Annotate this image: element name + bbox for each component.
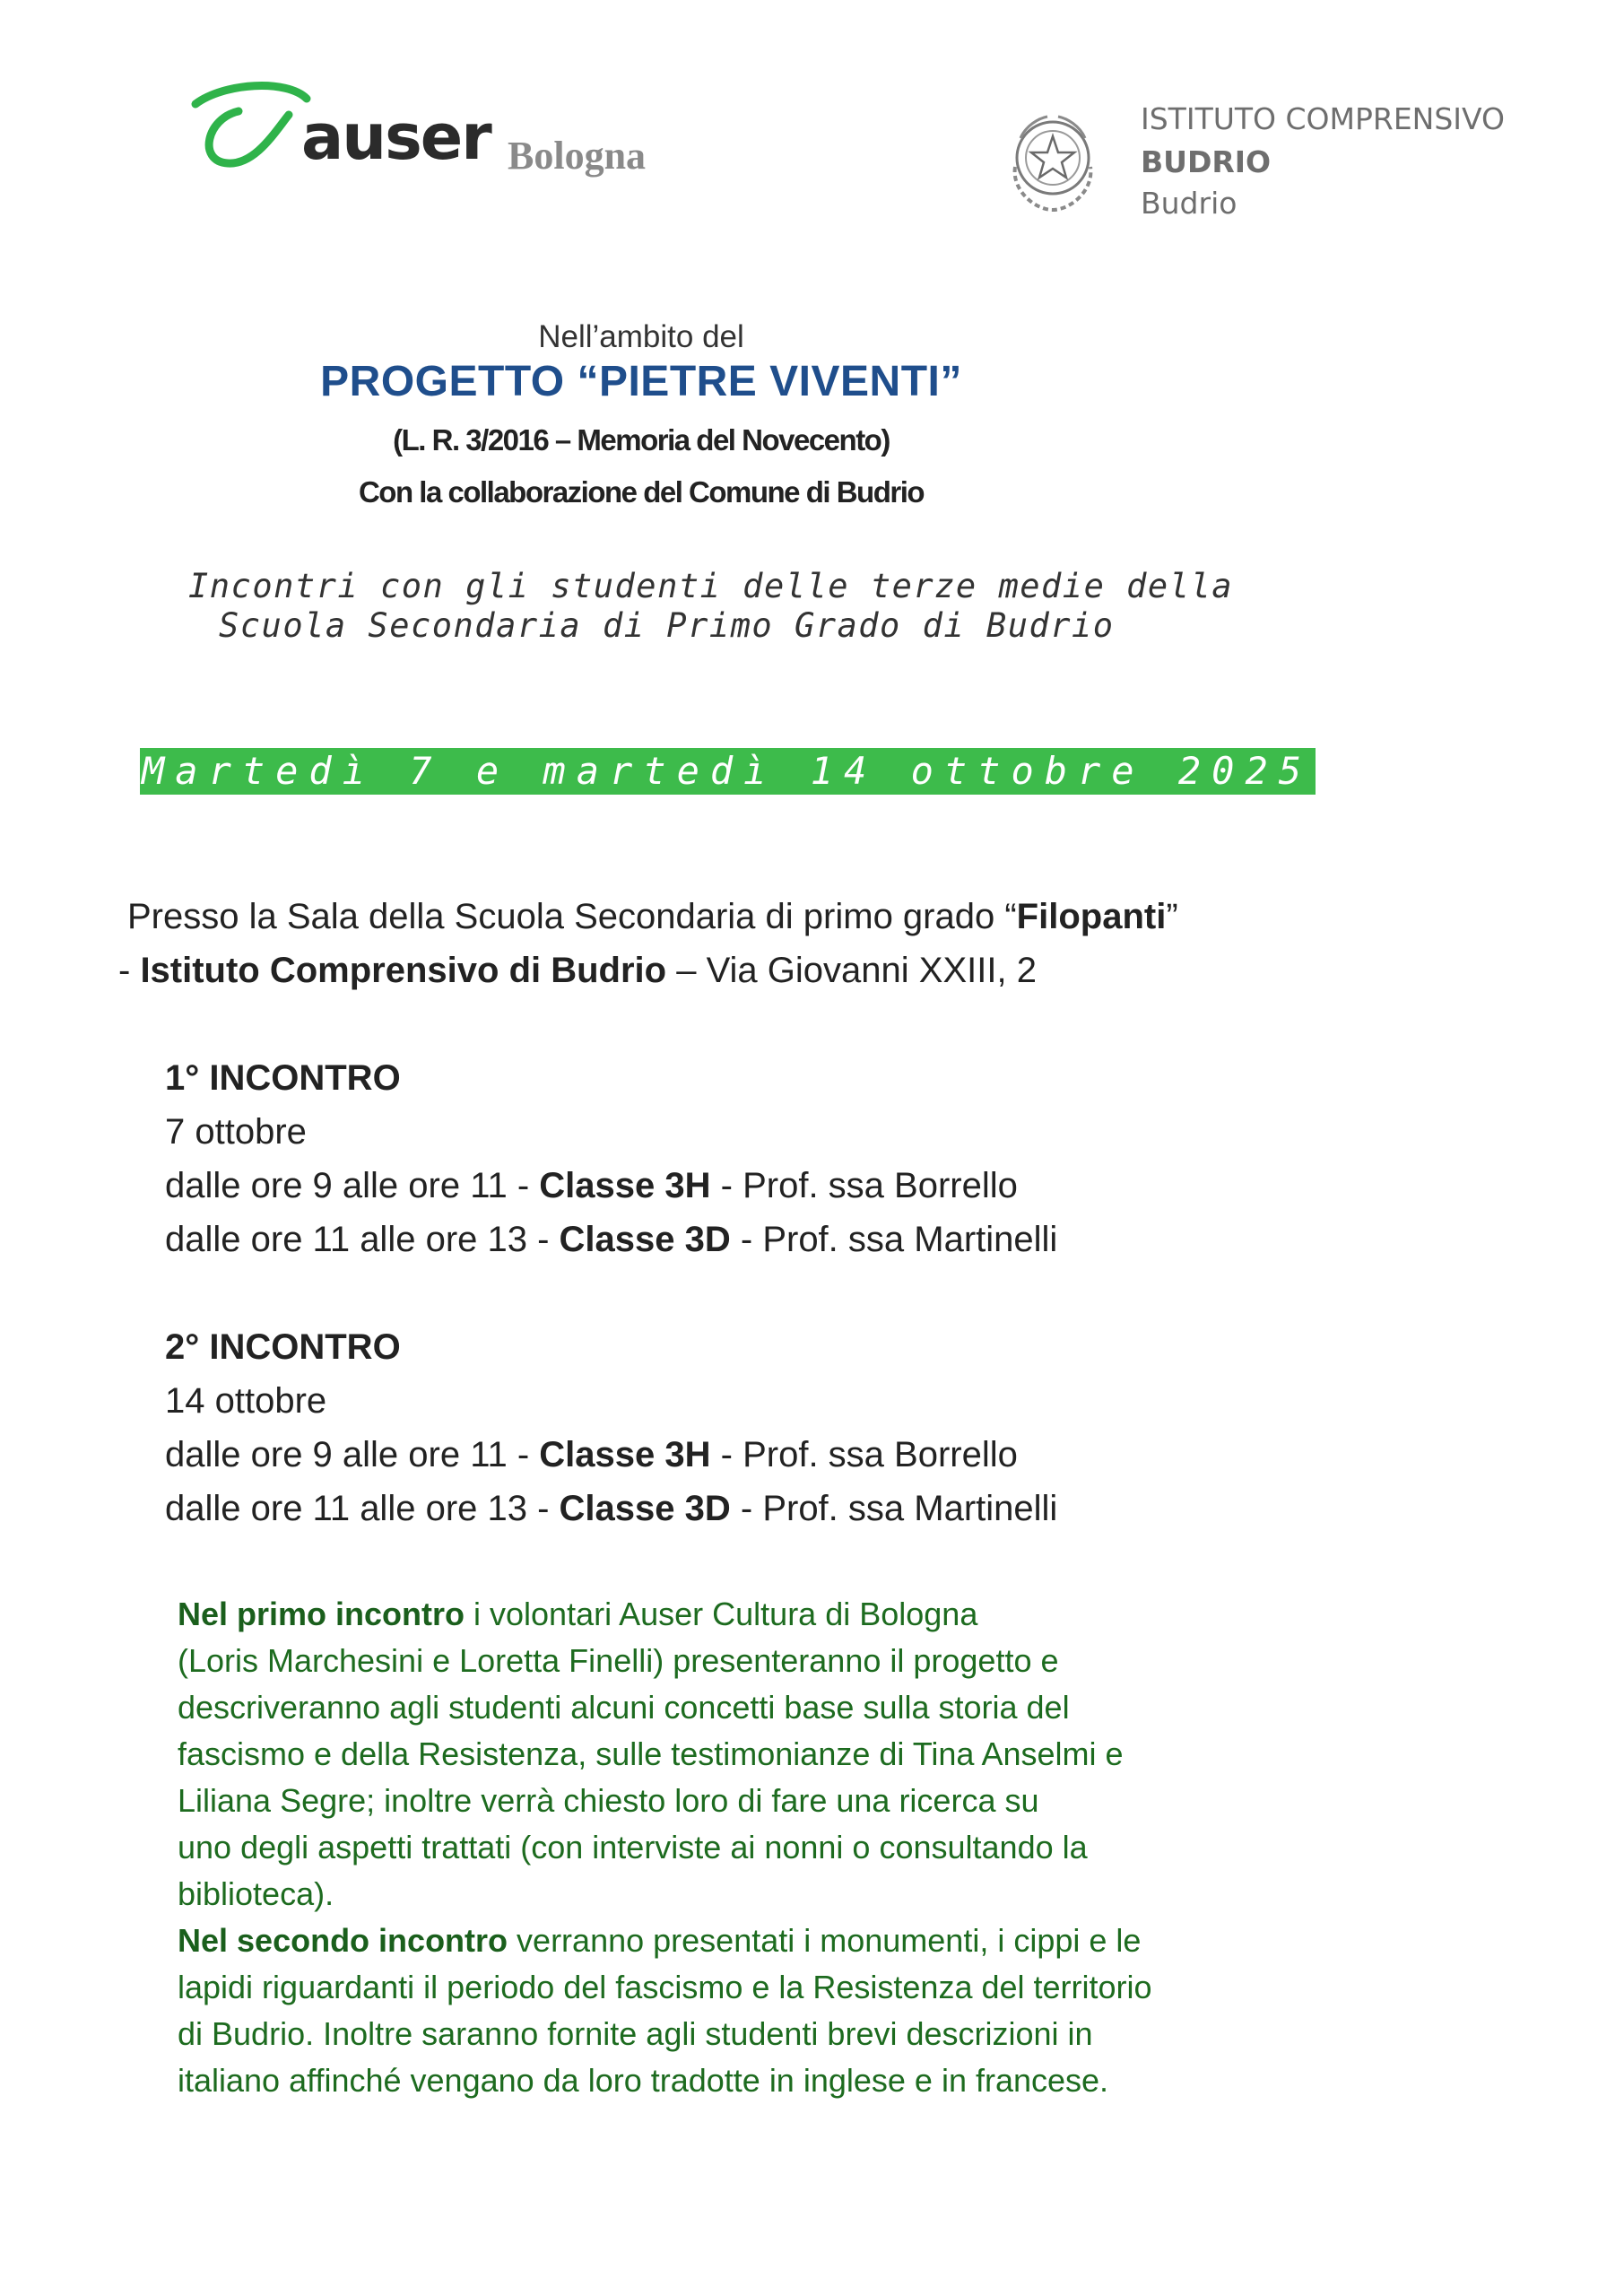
date-banner: Martedì 7 e martedì 14 ottobre 2025 <box>140 748 1316 795</box>
description-p1-line3: descriveranno agli studenti alcuni concetti base sulla storia del <box>178 1689 1070 1726</box>
collaboration-line: Con la collaborazione del Comune di Budrio <box>358 475 925 509</box>
description-p1-line4: fascismo e della Resistenza, sulle testimonianze di Tina Anselmi e <box>178 1735 1124 1772</box>
meeting-2-title: 2° INCONTRO <box>165 1327 401 1367</box>
description-p1-line5: Liliana Segre; inoltre verrà chiesto loro di fare una ricerca su <box>178 1782 1039 1819</box>
auser-logo-text: auser <box>301 100 491 174</box>
description-p2-line4: italiano affinché vengano da loro tradotte in inglese e in francese. <box>178 2062 1109 2099</box>
description-p1-line6: uno degli aspetti trattati (con interviste ai nonni o consultando la <box>178 1829 1088 1866</box>
description-p1-line1: Nel primo incontro i volontari Auser Cultura di Bologna <box>178 1596 978 1632</box>
school-name-line3: Budrio <box>1141 186 1238 221</box>
venue-line1: Presso la Sala della Scuola Secondaria di primo grado “Filopanti” <box>127 897 1178 936</box>
auser-swoosh-icon <box>188 79 314 178</box>
project-title: PROGETTO “PIETRE VIVENTI” <box>320 358 962 405</box>
meeting-2-session-1: dalle ore 9 alle ore 11 - Classe 3H - Prof. ssa Borrello <box>165 1435 1018 1474</box>
description-p1-line2: (Loris Marchesini e Loretta Finelli) presenteranno il progetto e <box>178 1642 1059 1679</box>
venue-school-name: Filopanti <box>1016 897 1167 936</box>
intro-prefix: Nell’ambito del <box>538 319 744 354</box>
italian-republic-seal-icon <box>1003 104 1103 217</box>
description-p1-line7: biblioteca). <box>178 1875 334 1912</box>
meeting-1-session-2: dalle ore 11 alle ore 13 - Classe 3D - Prof. ssa Martinelli <box>165 1220 1058 1259</box>
description-p2-line2: lapidi riguardanti il periodo del fascismo e la Resistenza del territorio <box>178 1969 1152 2005</box>
school-name-line2: BUDRIO <box>1141 144 1272 179</box>
venue-institute-name: Istituto Comprensivo di Budrio <box>140 951 667 990</box>
meeting-2-date: 14 ottobre <box>165 1381 327 1421</box>
auser-city-label: Bologna <box>508 134 647 178</box>
law-reference: (L. R. 3/2016 – Memoria del Novecento) <box>393 423 890 457</box>
meeting-1-title: 1° INCONTRO <box>165 1058 401 1098</box>
meeting-2-session-2: dalle ore 11 alle ore 13 - Classe 3D - Prof. ssa Martinelli <box>165 1489 1058 1528</box>
meetings-subtitle-line2: Scuola Secondaria di Primo Grado di Budrio <box>219 606 1115 645</box>
meeting-1-date: 7 ottobre <box>165 1112 307 1152</box>
description-p2-line3: di Budrio. Inoltre saranno fornite agli studenti brevi descrizioni in <box>178 2015 1093 2052</box>
school-name-line1: ISTITUTO COMPRENSIVO <box>1141 101 1506 136</box>
venue-line2: - Istituto Comprensivo di Budrio – Via Giovanni XXIII, 2 <box>118 951 1037 990</box>
meetings-subtitle-line1: Incontri con gli studenti delle terze medie della <box>188 567 1234 605</box>
meeting-1-session-1: dalle ore 9 alle ore 11 - Classe 3H - Prof. ssa Borrello <box>165 1166 1018 1205</box>
description-p2-line1: Nel secondo incontro verranno presentati i monumenti, i cippi e le <box>178 1922 1142 1959</box>
